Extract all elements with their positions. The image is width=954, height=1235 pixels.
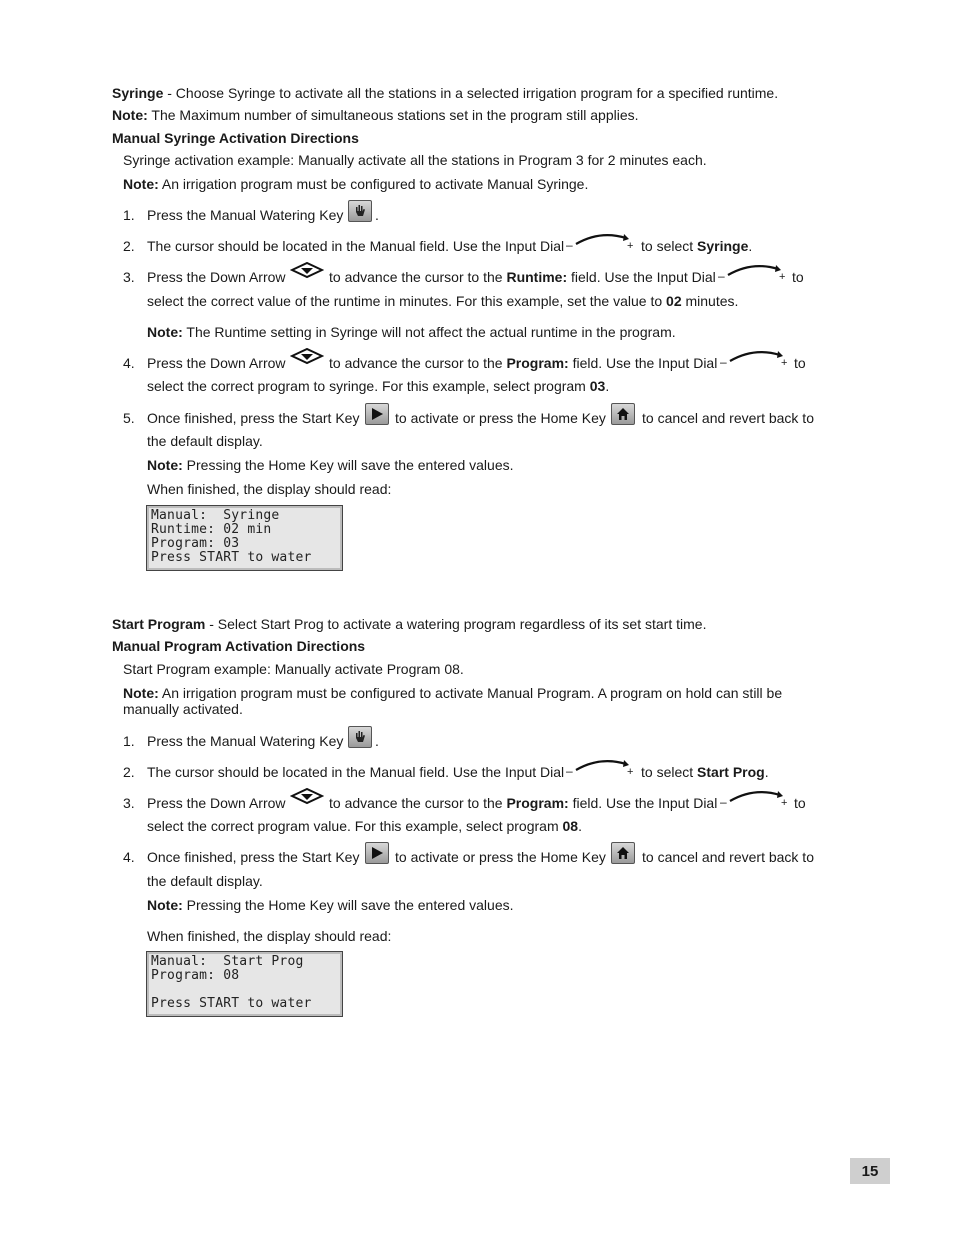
step-number: 2. [123,764,135,780]
manual-watering-key-icon [348,726,372,748]
step-number: 1. [123,733,135,749]
syringe-note-runtime: Note: The Runtime setting in Syringe will not affect the actual runtime in the program. [147,324,676,340]
input-dial-icon: – + [566,756,636,781]
step-text: Press the Manual Watering Key [147,733,344,749]
start-finished: When finished, the display should read: [147,928,392,944]
step-text: Press the Down Arrow [147,795,286,811]
down-arrow-key-icon [290,262,324,285]
input-dial-icon [566,230,636,255]
start-key-icon [365,842,389,864]
input-dial-icon: – + [720,787,790,812]
step-number: 3. [123,269,135,285]
step-text: Once finished, press the Start Key [147,410,360,426]
down-arrow-key-icon [290,348,324,371]
step-text: Press the Manual Watering Key [147,207,344,223]
start-intro: Start Program - Select Start Prog to activate a watering program regardless of its set start time. [112,616,707,632]
input-dial-icon: – + [720,347,790,372]
syringe-note-config: Note: An irrigation program must be configured to activate Manual Syringe. [123,176,589,192]
manual-watering-key-icon [348,200,372,222]
step-number: 2. [123,238,135,254]
start-key-icon [365,403,389,425]
page-number: 15 [850,1158,890,1184]
syringe-heading: Manual Syringe Activation Directions [112,130,359,146]
step-text: The cursor should be located in the Manual field. Use the Input Dial [147,764,565,780]
step-text: The cursor should be located in the Manual field. Use the Input Dial [147,238,565,254]
step-number: 1. [123,207,135,223]
dial-minus: – [566,238,573,252]
step-number: 3. [123,795,135,811]
start-term: Start Program [112,616,206,632]
step-text: Once finished, press the Start Key [147,849,360,865]
input-dial-icon: – + [718,261,788,286]
step-text: Press the Down Arrow [147,269,286,285]
step-number: 4. [123,355,135,371]
start-note-config: Note: An irrigation program must be configured to activate Manual Program. A program on hold can still be [123,685,783,701]
syringe-intro: Syringe - Choose Syringe to activate all the stations in a selected irrigation program for a specified runtime. [112,85,779,101]
dial-plus: + [627,240,634,252]
start-note-home: Note: Pressing the Home Key will save the entered values. [147,897,514,913]
syringe-term: Syringe [112,85,164,101]
syringe-finished: When finished, the display should read: [147,481,392,497]
syringe-example: Syringe activation example: Manually activate all the stations in Program 3 for 2 minutes each. [123,152,707,168]
home-key-icon [611,403,635,425]
down-arrow-key-icon [290,788,324,811]
home-key-icon [611,842,635,864]
start-heading: Manual Program Activation Directions [112,638,366,654]
step-text: Press the Down Arrow [147,355,286,371]
syringe-note-home: Note: Pressing the Home Key will save the entered values. [147,457,514,473]
start-example: Start Program example: Manually activate Program 08. [123,661,464,677]
lcd-display-start-prog: Manual: Start Prog Program: 08 Press START to water [146,951,343,1017]
step-number: 4. [123,849,135,865]
syringe-note-max: Note: The Maximum number of simultaneous stations set in the program still applies. [112,107,639,123]
step-number: 5. [123,410,135,426]
lcd-display-syringe: Manual: Syringe Runtime: 02 min Program: 03 Press START to water [146,505,343,571]
